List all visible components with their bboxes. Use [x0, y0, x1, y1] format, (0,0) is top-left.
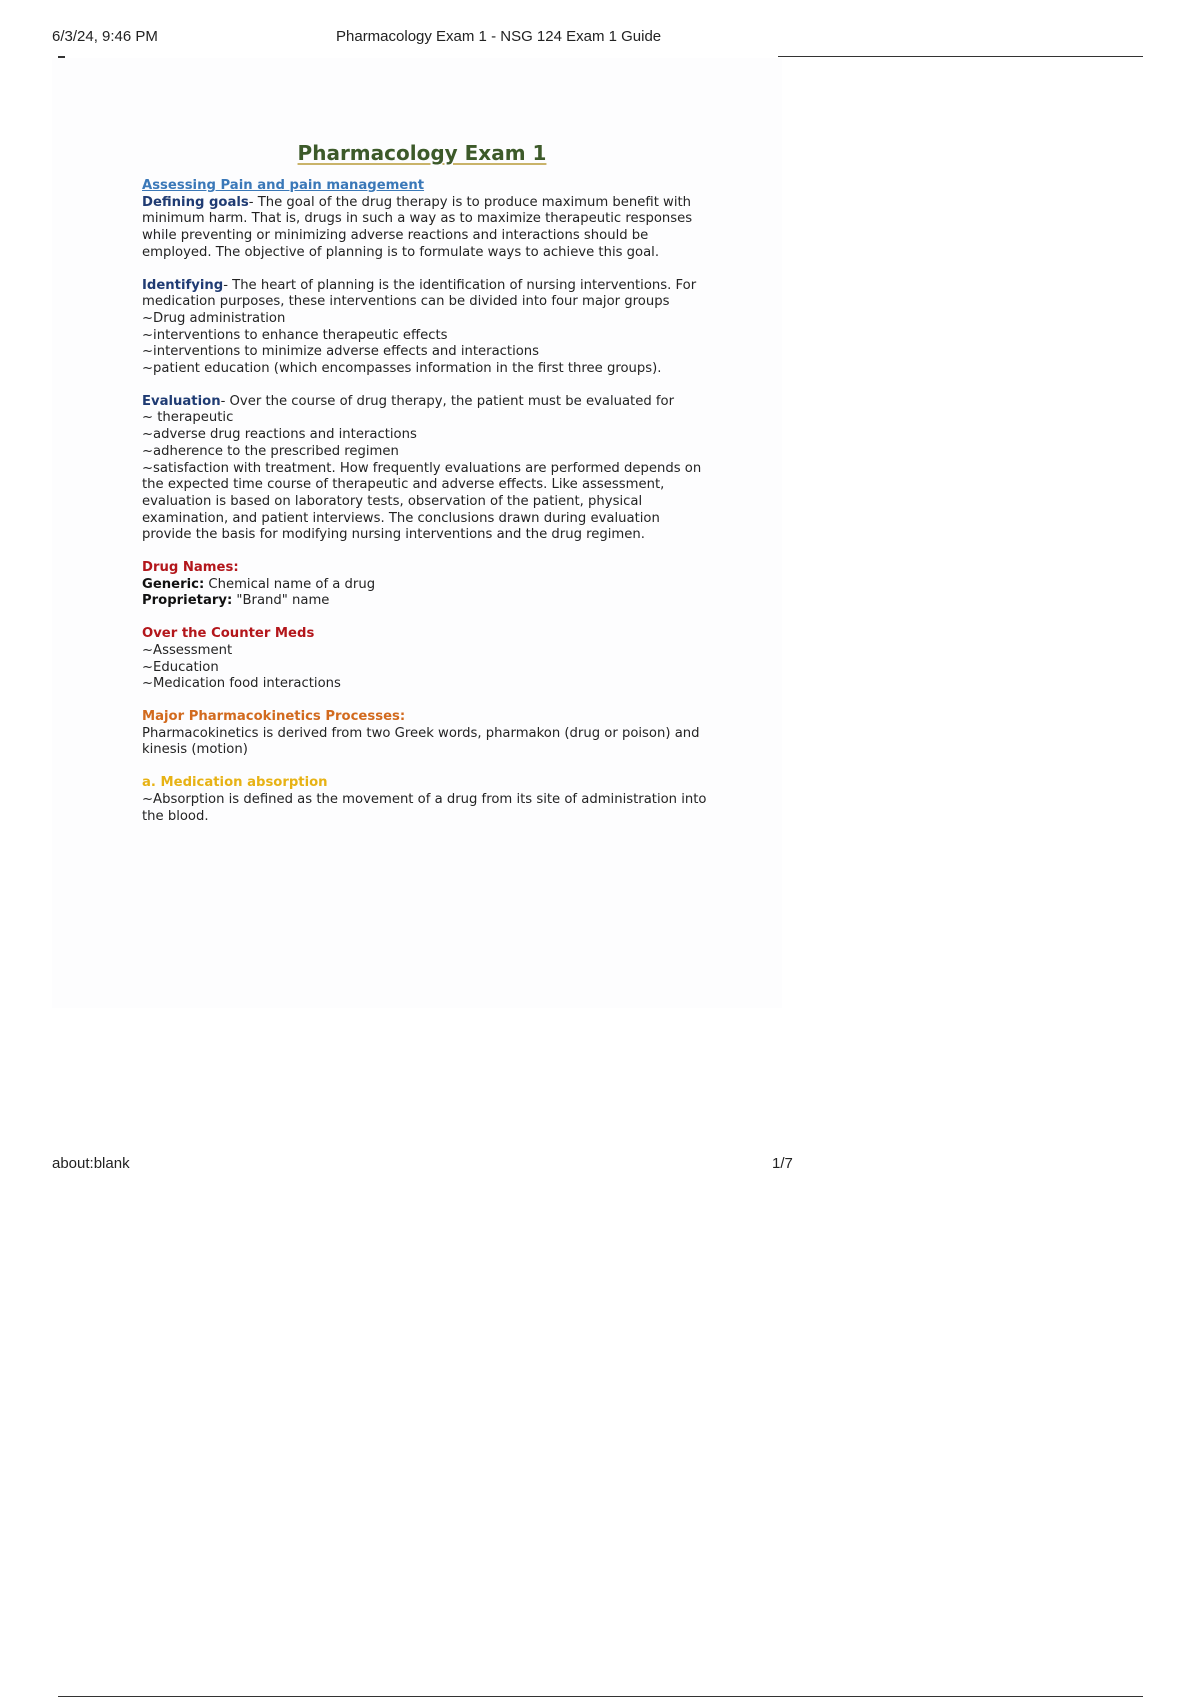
drug-names-block	[142, 560, 712, 610]
document-title: Pharmacology Exam 1	[297, 141, 547, 165]
defining-goals-term: Defining goals	[142, 194, 249, 210]
print-datetime: 6/3/24, 9:46 PM	[52, 28, 158, 45]
print-header	[0, 28, 1200, 48]
print-page-number: 1/7	[772, 1155, 793, 1172]
proprietary-text: "Brand" name	[232, 593, 330, 609]
otc-item: ~Assessment	[142, 642, 233, 658]
proprietary-line	[142, 593, 712, 610]
identifying-item: ~Drug administration	[142, 310, 286, 326]
absorption-block	[142, 775, 712, 825]
defining-goals-text: - The goal of the drug therapy is to produce maximum benefit with minimum harm. That is, drugs in such a way as to maximize therapeutic responses while preventing or minimizing adverse reactions and interactions should be employed. The objective of planning is to formulate ways to achieve this goal.	[142, 194, 693, 260]
evaluation-item: ~adverse drug reactions and interactions	[142, 427, 417, 443]
evaluation-text: - Over the course of drug therapy, the patient must be evaluated for	[220, 393, 675, 409]
identifying-item: ~interventions to enhance therapeutic effects	[142, 327, 448, 343]
bottom-rule	[58, 1696, 1143, 1697]
identifying-term: Identifying	[142, 277, 224, 293]
identifying-item: ~patient education (which encompasses information in the first three groups).	[142, 361, 662, 377]
pharmacokinetics-text: Pharmacokinetics is derived from two Greek words, pharmakon (drug or poison) and kinesis (motion)	[142, 725, 700, 758]
section-heading-link[interactable]: Assessing Pain and pain management	[142, 178, 425, 193]
identifying-block	[142, 278, 712, 378]
document-body	[142, 140, 712, 841]
absorption-heading: a. Medication absorption	[142, 775, 328, 791]
print-page-title: Pharmacology Exam 1 - NSG 124 Exam 1 Guide	[336, 28, 662, 45]
evaluation-term: Evaluation	[142, 393, 221, 409]
otc-item: ~Education	[142, 659, 219, 675]
defining-goals-block	[142, 178, 712, 262]
evaluation-item: ~satisfaction with treatment. How frequently evaluations are performed depends on the expected time course of therapeutic and adverse effects. Like assessment, evaluation is based on laboratory tests, observation of the patient, physical examination, and patient interviews. The conclusions drawn during evaluation provide the basis for modifying nursing interventions and the drug regimen.	[142, 460, 702, 543]
identifying-text: - The heart of planning is the identification of nursing interventions. For medication purposes, these interventions can be divided into four major groups	[142, 277, 697, 310]
pharmacokinetics-block	[142, 709, 712, 759]
evaluation-block	[142, 394, 712, 544]
evaluation-item: ~ therapeutic	[142, 410, 234, 426]
otc-item: ~Medication food interactions	[142, 676, 341, 692]
generic-line	[142, 577, 712, 594]
identifying-item: ~interventions to minimize adverse effects and interactions	[142, 344, 540, 360]
drug-names-heading: Drug Names:	[142, 560, 239, 576]
otc-heading: Over the Counter Meds	[142, 626, 315, 642]
absorption-text: ~Absorption is defined as the movement of a drug from its site of administration into the blood.	[142, 791, 707, 824]
header-rule	[778, 56, 1143, 57]
print-footer	[0, 1155, 1200, 1175]
otc-block	[142, 626, 712, 693]
pharmacokinetics-heading: Major Pharmacokinetics Processes:	[142, 708, 406, 724]
generic-text: Chemical name of a drug	[204, 576, 376, 592]
generic-term: Generic:	[142, 576, 205, 592]
evaluation-item: ~adherence to the prescribed regimen	[142, 443, 399, 459]
print-url: about:blank	[52, 1155, 130, 1172]
proprietary-term: Proprietary:	[142, 593, 233, 609]
